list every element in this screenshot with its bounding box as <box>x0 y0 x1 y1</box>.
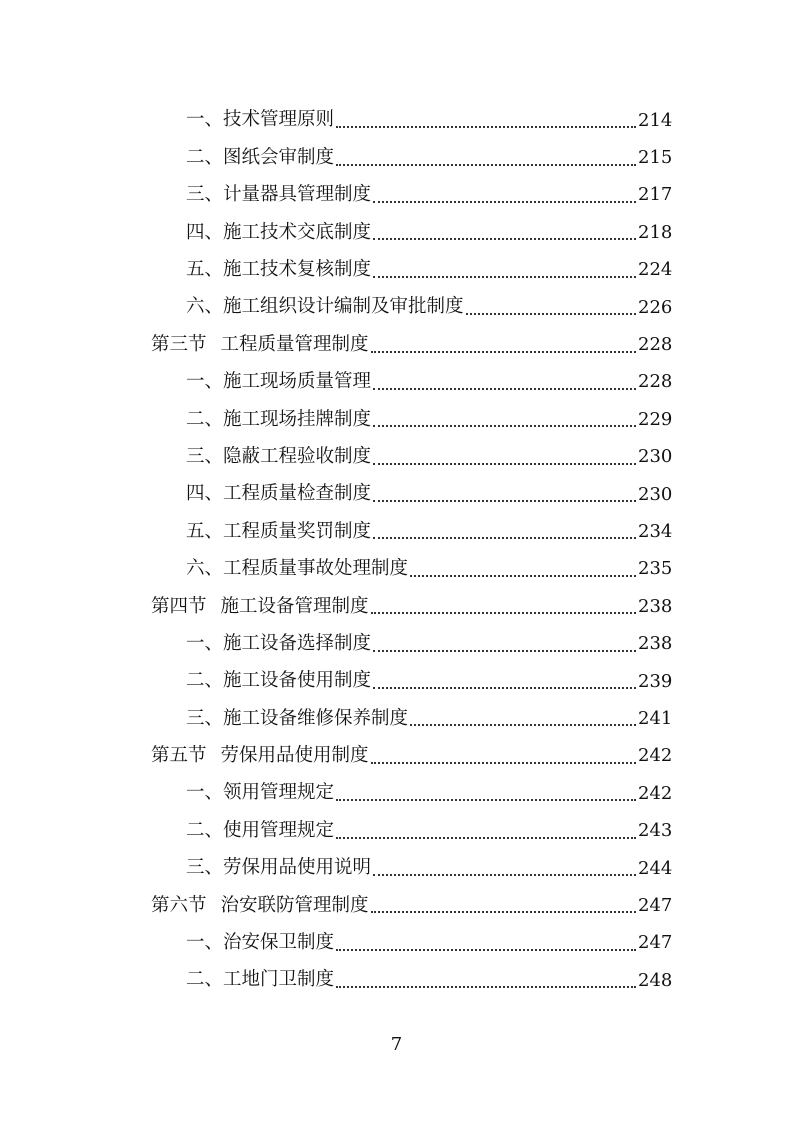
toc-entry[interactable] <box>0 139 793 176</box>
toc-entry-title: 劳保用品使用说明 <box>223 857 372 879</box>
toc-entry-title: 图纸会审制度 <box>223 146 335 168</box>
toc-entry-title: 施工设备管理制度 <box>220 595 369 617</box>
toc-entry-title: 计量器具管理制度 <box>223 184 372 206</box>
toc-entry-page: 218 <box>638 221 673 243</box>
toc-entry-title: 施工技术复核制度 <box>223 259 372 280</box>
toc-entry[interactable] <box>0 177 793 214</box>
toc-entry-page: 238 <box>638 633 673 655</box>
toc-entry-page: 229 <box>638 408 673 430</box>
toc-entry[interactable] <box>0 439 793 476</box>
toc-entry-page: 243 <box>638 820 673 842</box>
toc-entry-prefix: 一、 <box>186 932 224 954</box>
toc-entry-title: 工程质量事故处理制度 <box>223 558 409 580</box>
toc-entry-prefix: 第四节 <box>151 595 207 617</box>
toc-entry-page: 247 <box>638 894 673 916</box>
toc-entry-page: 215 <box>638 147 673 169</box>
dot-leader <box>336 948 636 951</box>
toc-entry-prefix: 二、 <box>186 819 224 841</box>
toc-entry-title: 施工组织设计编制及审批制度 <box>223 296 464 318</box>
dot-leader <box>371 910 636 913</box>
toc-entry[interactable] <box>0 252 793 289</box>
dot-leader <box>336 798 636 801</box>
toc-entry-page: 224 <box>638 259 673 281</box>
toc-entry-title: 治安联防管理制度 <box>220 894 369 916</box>
toc-entry-title: 治安保卫制度 <box>223 932 335 954</box>
dot-leader <box>336 163 636 166</box>
toc-entry-page: 242 <box>638 745 673 767</box>
dot-leader <box>336 125 636 128</box>
dot-leader <box>336 836 636 839</box>
toc-entry-page: 228 <box>638 334 673 356</box>
toc-entry-title: 工程质量检查制度 <box>223 483 372 505</box>
page-number: 7 <box>390 1034 403 1055</box>
toc-entry-prefix: 第六节 <box>151 894 207 916</box>
toc-section-entry[interactable] <box>0 738 793 775</box>
toc-entry-prefix: 三、 <box>186 857 224 879</box>
toc-entry-page: 235 <box>638 558 673 580</box>
toc-entry[interactable] <box>0 962 793 999</box>
toc-entry-prefix: 一、 <box>186 109 224 131</box>
toc-entry[interactable] <box>0 812 793 849</box>
toc-entry-title: 劳保用品使用制度 <box>220 745 369 767</box>
toc-entry[interactable] <box>0 401 793 438</box>
toc-entry[interactable] <box>0 214 793 251</box>
toc-entry-page: 228 <box>638 371 673 393</box>
toc-entry-page: 242 <box>638 782 673 804</box>
toc-entry[interactable] <box>0 850 793 887</box>
toc-entry-prefix: 六、 <box>186 296 224 318</box>
toc-entry-title: 施工设备选择制度 <box>223 632 372 654</box>
toc-entry-title: 工程质量管理制度 <box>220 333 369 355</box>
toc-entry-page: 248 <box>638 969 673 991</box>
dot-leader <box>336 985 636 988</box>
dot-leader <box>371 350 636 353</box>
toc-entry-prefix: 三、 <box>186 184 224 206</box>
toc-section-entry[interactable] <box>0 887 793 924</box>
toc-entry-prefix: 五、 <box>186 259 224 280</box>
toc-entry-prefix: 二、 <box>186 969 224 991</box>
toc-entry-page: 230 <box>638 446 673 468</box>
toc-entry-title: 工地门卫制度 <box>223 969 335 991</box>
toc-entry-prefix: 四、 <box>186 483 224 505</box>
dot-leader <box>466 312 636 315</box>
toc-entry-title: 技术管理原则 <box>223 109 335 131</box>
toc-entry-title: 施工现场质量管理 <box>223 371 372 393</box>
toc-entry-prefix: 二、 <box>186 670 224 692</box>
toc-entry-prefix: 二、 <box>186 408 224 430</box>
toc-entry[interactable] <box>0 102 793 139</box>
dot-leader <box>373 686 636 689</box>
dot-leader <box>371 761 636 764</box>
toc-entry-page: 214 <box>638 109 673 131</box>
toc-entry[interactable] <box>0 700 793 737</box>
toc-entry[interactable] <box>0 364 793 401</box>
toc-entry-prefix: 四、 <box>186 221 224 243</box>
toc-entry-page: 234 <box>638 520 673 542</box>
dot-leader <box>373 424 636 427</box>
toc-entry-page: 226 <box>638 296 673 318</box>
toc-entry-title: 隐蔽工程验收制度 <box>223 445 372 467</box>
toc-entry-prefix: 五、 <box>186 520 224 542</box>
toc-entry[interactable] <box>0 625 793 662</box>
toc-entry-page: 247 <box>638 932 673 954</box>
toc-entry-title: 施工技术交底制度 <box>223 221 372 243</box>
toc-entry[interactable] <box>0 775 793 812</box>
toc-entry-page: 230 <box>638 483 673 505</box>
toc-entry-title: 领用管理规定 <box>223 782 335 804</box>
toc-entry-prefix: 一、 <box>186 782 224 804</box>
table-of-contents <box>0 102 793 999</box>
toc-entry-prefix: 三、 <box>186 707 224 729</box>
toc-entry-page: 241 <box>638 707 673 729</box>
toc-section-entry[interactable] <box>0 326 793 363</box>
dot-leader <box>373 536 636 539</box>
toc-entry-page: 244 <box>638 857 673 879</box>
toc-entry-prefix: 第三节 <box>151 333 207 355</box>
toc-entry[interactable] <box>0 476 793 513</box>
toc-entry-prefix: 三、 <box>186 445 224 467</box>
toc-entry-title: 使用管理规定 <box>223 819 335 841</box>
toc-entry-title: 施工设备维修保养制度 <box>223 707 409 729</box>
toc-entry[interactable] <box>0 289 793 326</box>
dot-leader <box>373 237 636 240</box>
dot-leader <box>373 462 636 465</box>
dot-leader <box>410 574 636 577</box>
toc-entry-page: 239 <box>638 670 673 692</box>
dot-leader <box>373 499 636 502</box>
toc-entry-title: 施工设备使用制度 <box>223 670 372 692</box>
toc-entry-page: 238 <box>638 595 673 617</box>
dot-leader <box>410 723 636 726</box>
toc-entry-title: 工程质量奖罚制度 <box>223 520 372 542</box>
toc-entry-page: 217 <box>638 184 673 206</box>
dot-leader <box>371 611 636 614</box>
toc-entry[interactable] <box>0 513 793 550</box>
toc-entry[interactable] <box>0 551 793 588</box>
toc-entry-prefix: 二、 <box>186 146 224 168</box>
dot-leader <box>373 387 636 390</box>
toc-entry-prefix: 一、 <box>186 371 224 393</box>
dot-leader <box>373 873 636 876</box>
toc-entry-title: 施工现场挂牌制度 <box>223 408 372 430</box>
dot-leader <box>373 200 636 203</box>
toc-section-entry[interactable] <box>0 588 793 625</box>
dot-leader <box>373 275 636 278</box>
toc-entry[interactable] <box>0 663 793 700</box>
toc-entry-prefix: 六、 <box>186 558 224 580</box>
toc-entry-prefix: 第五节 <box>151 745 207 767</box>
dot-leader <box>373 649 636 652</box>
toc-entry-prefix: 一、 <box>186 632 224 654</box>
toc-entry[interactable] <box>0 925 793 962</box>
